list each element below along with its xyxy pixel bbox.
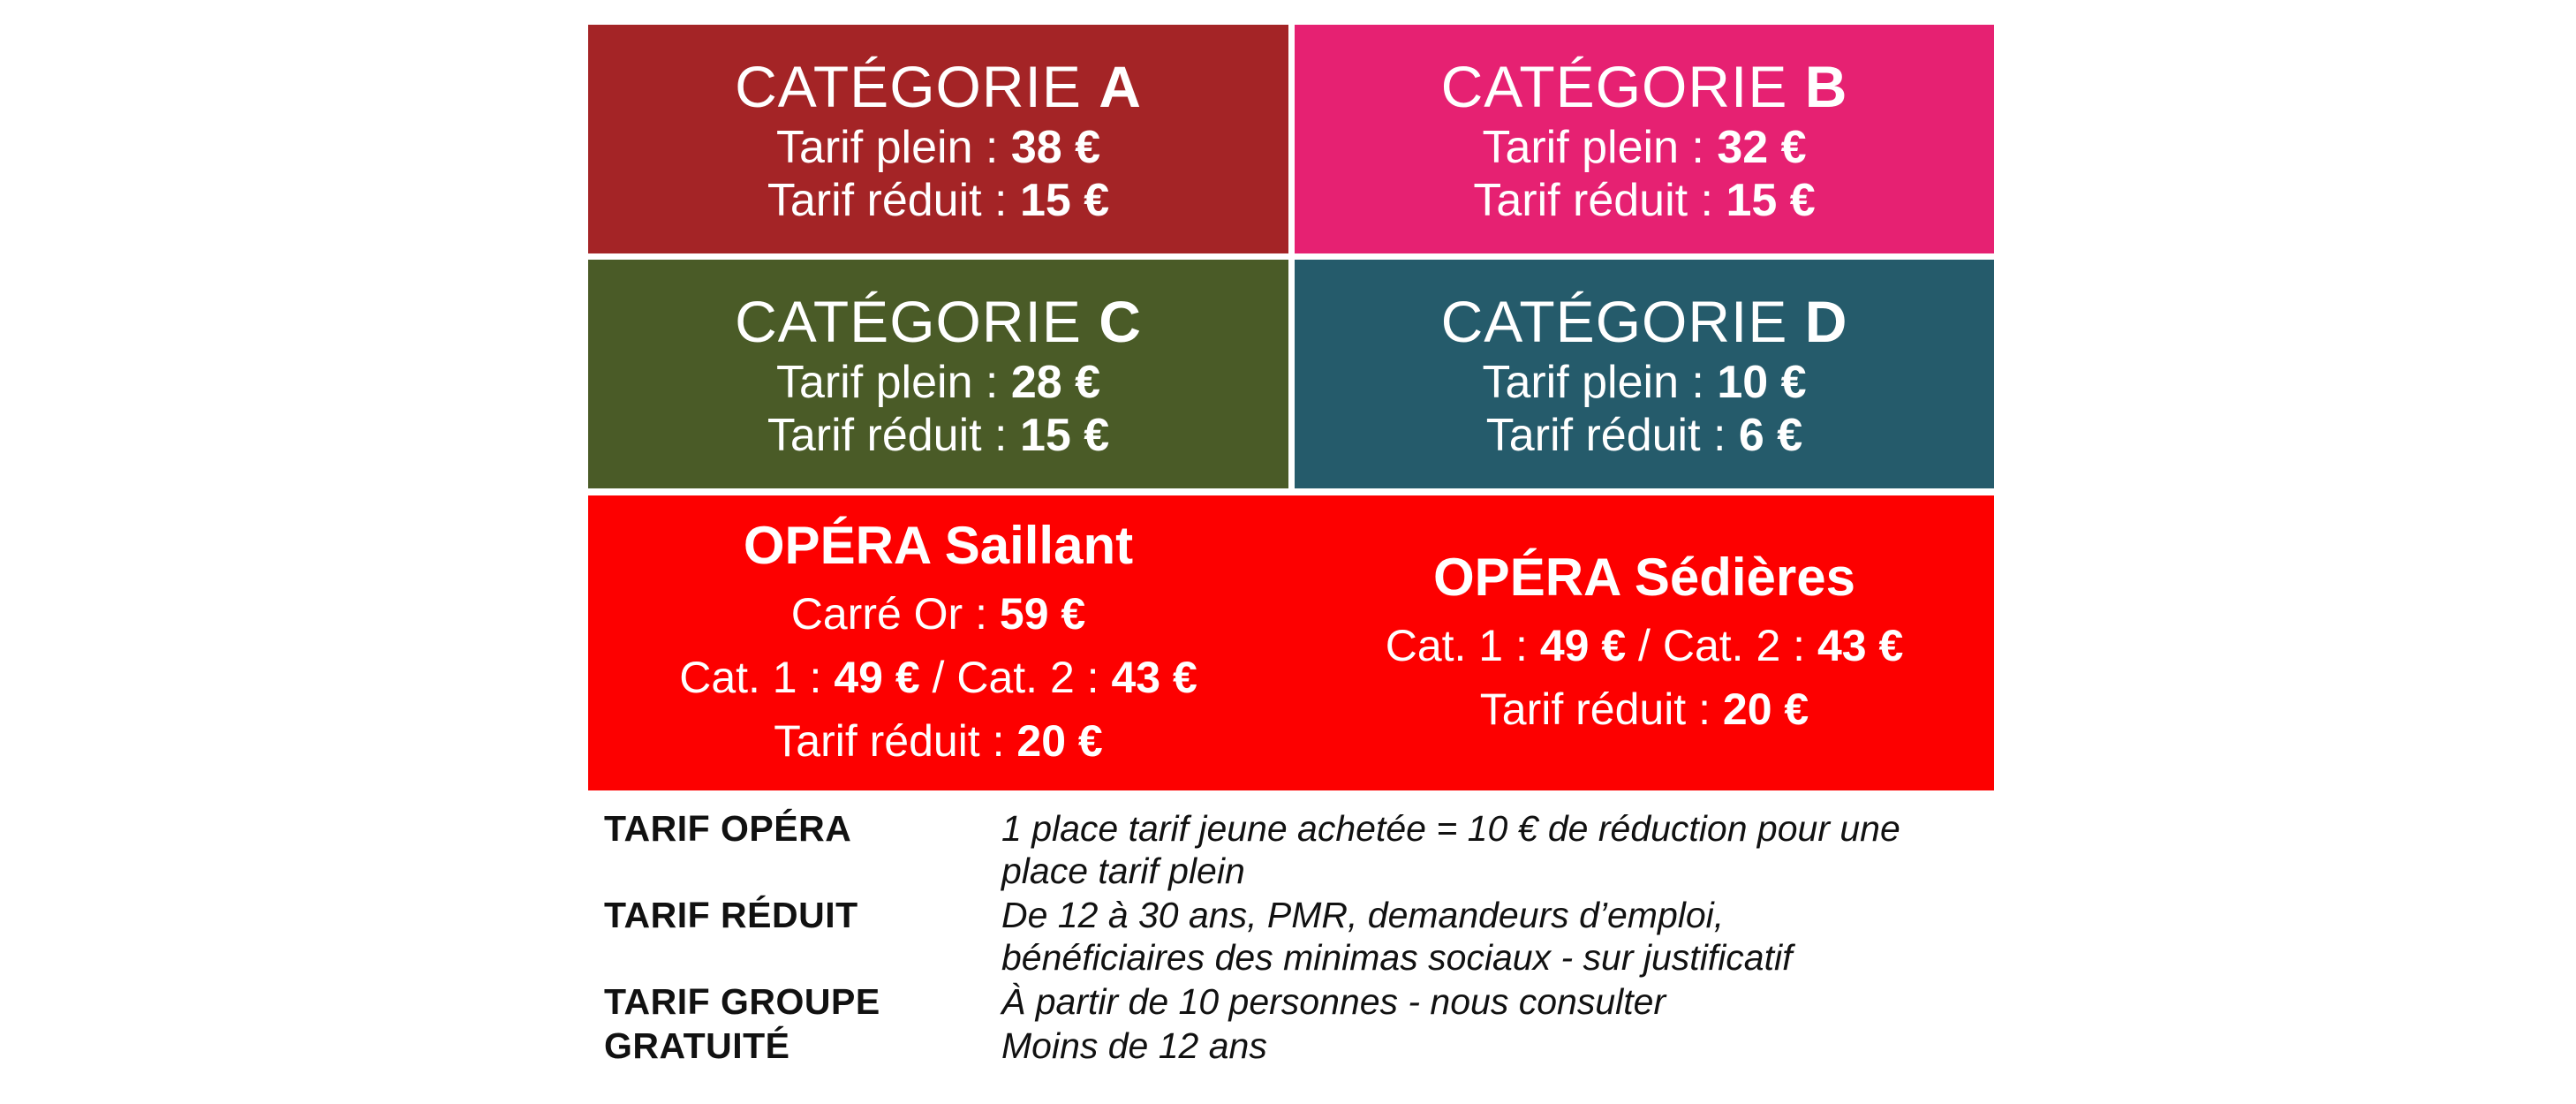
opera-sedieres-cat2-price: 43 € [1817,621,1904,670]
tariff-notes [604,807,2008,1069]
category-b-full-price: 32 € [1717,121,1807,173]
opera-saillant-cat2-price: 43 € [1111,653,1197,702]
opera-sedieres-cat1-label: Cat. 1 : [1385,621,1528,670]
note-text-line: À partir de 10 personnes - nous consulter [1001,981,1666,1022]
category-b-letter: B [1804,53,1848,119]
category-c-full-price-line [776,356,1100,409]
opera-sedieres-cat-line [1386,614,1904,677]
opera-saillant-carre-label: Carré Or : [790,589,987,639]
note-gratuite [604,1025,2008,1067]
category-c-letter: C [1099,288,1142,354]
category-c-full-label: Tarif plein : [775,356,999,408]
note-text [1001,807,2008,892]
opera-saillant-reduced-line [774,709,1102,773]
opera-sedieres-cat1-price: 49 € [1539,621,1627,670]
opera-saillant-reduced-label: Tarif réduit : [774,716,1005,766]
opera-saillant-carre-price: 59 € [999,589,1086,639]
opera-sedieres-reduced-line [1480,677,1809,741]
category-b-panel [1295,25,1994,253]
opera-saillant-cat1-label: Cat. 1 : [679,653,822,702]
category-c-reduced-label: Tarif réduit : [767,409,1008,461]
category-d-letter: D [1804,288,1848,354]
opera-sedieres-cat2-label: Cat. 2 : [1662,621,1806,670]
category-c-title [735,287,1142,356]
category-d-full-price-line [1482,356,1806,409]
category-a-letter: A [1099,53,1142,119]
category-d-title [1441,287,1848,356]
category-c-full-price: 28 € [1010,356,1101,408]
opera-saillant-block [588,495,1288,790]
opera-saillant-title: OPÉRA Saillant [743,516,1134,575]
note-label: TARIF GROUPE [604,981,880,1022]
category-a-title [735,52,1142,121]
category-d-reduced-label: Tarif réduit : [1485,409,1726,461]
category-b-title-prefix: CATÉGORIE [1440,53,1788,119]
category-c-panel [588,260,1288,488]
opera-sedieres-reduced-price: 20 € [1722,684,1809,734]
category-b-full-label: Tarif plein : [1482,121,1704,173]
note-label: GRATUITÉ [604,1025,790,1066]
note-text-line: place tarif plein [1001,851,1245,891]
note-text-line: Moins de 12 ans [1001,1025,1267,1066]
category-c-title-prefix: CATÉGORIE [735,288,1082,354]
category-b-reduced-price-line [1473,174,1815,227]
opera-saillant-reduced-price: 20 € [1016,716,1103,766]
category-c-reduced-price-line [767,409,1109,462]
category-d-reduced-price: 6 € [1738,409,1803,461]
opera-sedieres-separator: / [1638,621,1651,670]
category-a-full-price: 38 € [1010,121,1101,173]
category-d-title-prefix: CATÉGORIE [1440,288,1788,354]
opera-sedieres-block [1295,495,1994,790]
category-b-full-price-line [1482,121,1806,174]
category-c-reduced-price: 15 € [1019,409,1110,461]
category-a-panel [588,25,1288,253]
category-a-reduced-price-line [767,174,1109,227]
category-b-title [1441,52,1848,121]
category-b-reduced-label: Tarif réduit : [1473,174,1713,226]
opera-saillant-carre-line [791,582,1085,646]
note-label: TARIF RÉDUIT [604,895,858,935]
note-text [1001,980,2008,1023]
category-d-panel [1295,260,1994,488]
note-text-line: bénéficiaires des minimas sociaux - sur justificatif [1001,937,1793,978]
category-a-reduced-price: 15 € [1019,174,1110,226]
category-a-full-label: Tarif plein : [775,121,999,173]
note-text-line: 1 place tarif jeune achetée = 10 € de réduction pour une [1001,808,1900,849]
note-text-line: De 12 à 30 ans, PMR, demandeurs d’emploi, [1001,895,1725,935]
note-tarif-reduit [604,894,2008,979]
note-tarif-groupe [604,980,2008,1023]
opera-saillant-cat2-label: Cat. 2 : [956,653,1099,702]
pricing-grid [588,25,1994,790]
category-d-full-price: 10 € [1717,356,1807,408]
category-a-title-prefix: CATÉGORIE [735,53,1082,119]
category-a-reduced-label: Tarif réduit : [767,174,1008,226]
note-label: TARIF OPÉRA [604,808,852,849]
opera-sedieres-reduced-label: Tarif réduit : [1479,684,1711,734]
category-a-full-price-line [776,121,1100,174]
category-d-full-label: Tarif plein : [1482,356,1704,408]
note-text [1001,1025,2008,1067]
opera-saillant-separator: / [932,653,945,702]
opera-sedieres-title: OPÉRA Sédières [1433,548,1855,607]
opera-saillant-cat-line [679,646,1197,709]
opera-panel [588,495,1994,790]
category-d-reduced-price-line [1486,409,1802,462]
opera-saillant-cat1-price: 49 € [834,653,920,702]
pricing-sheet [588,25,1994,1066]
note-tarif-opera [604,807,2008,892]
category-b-reduced-price: 15 € [1726,174,1816,226]
note-text [1001,894,2008,979]
